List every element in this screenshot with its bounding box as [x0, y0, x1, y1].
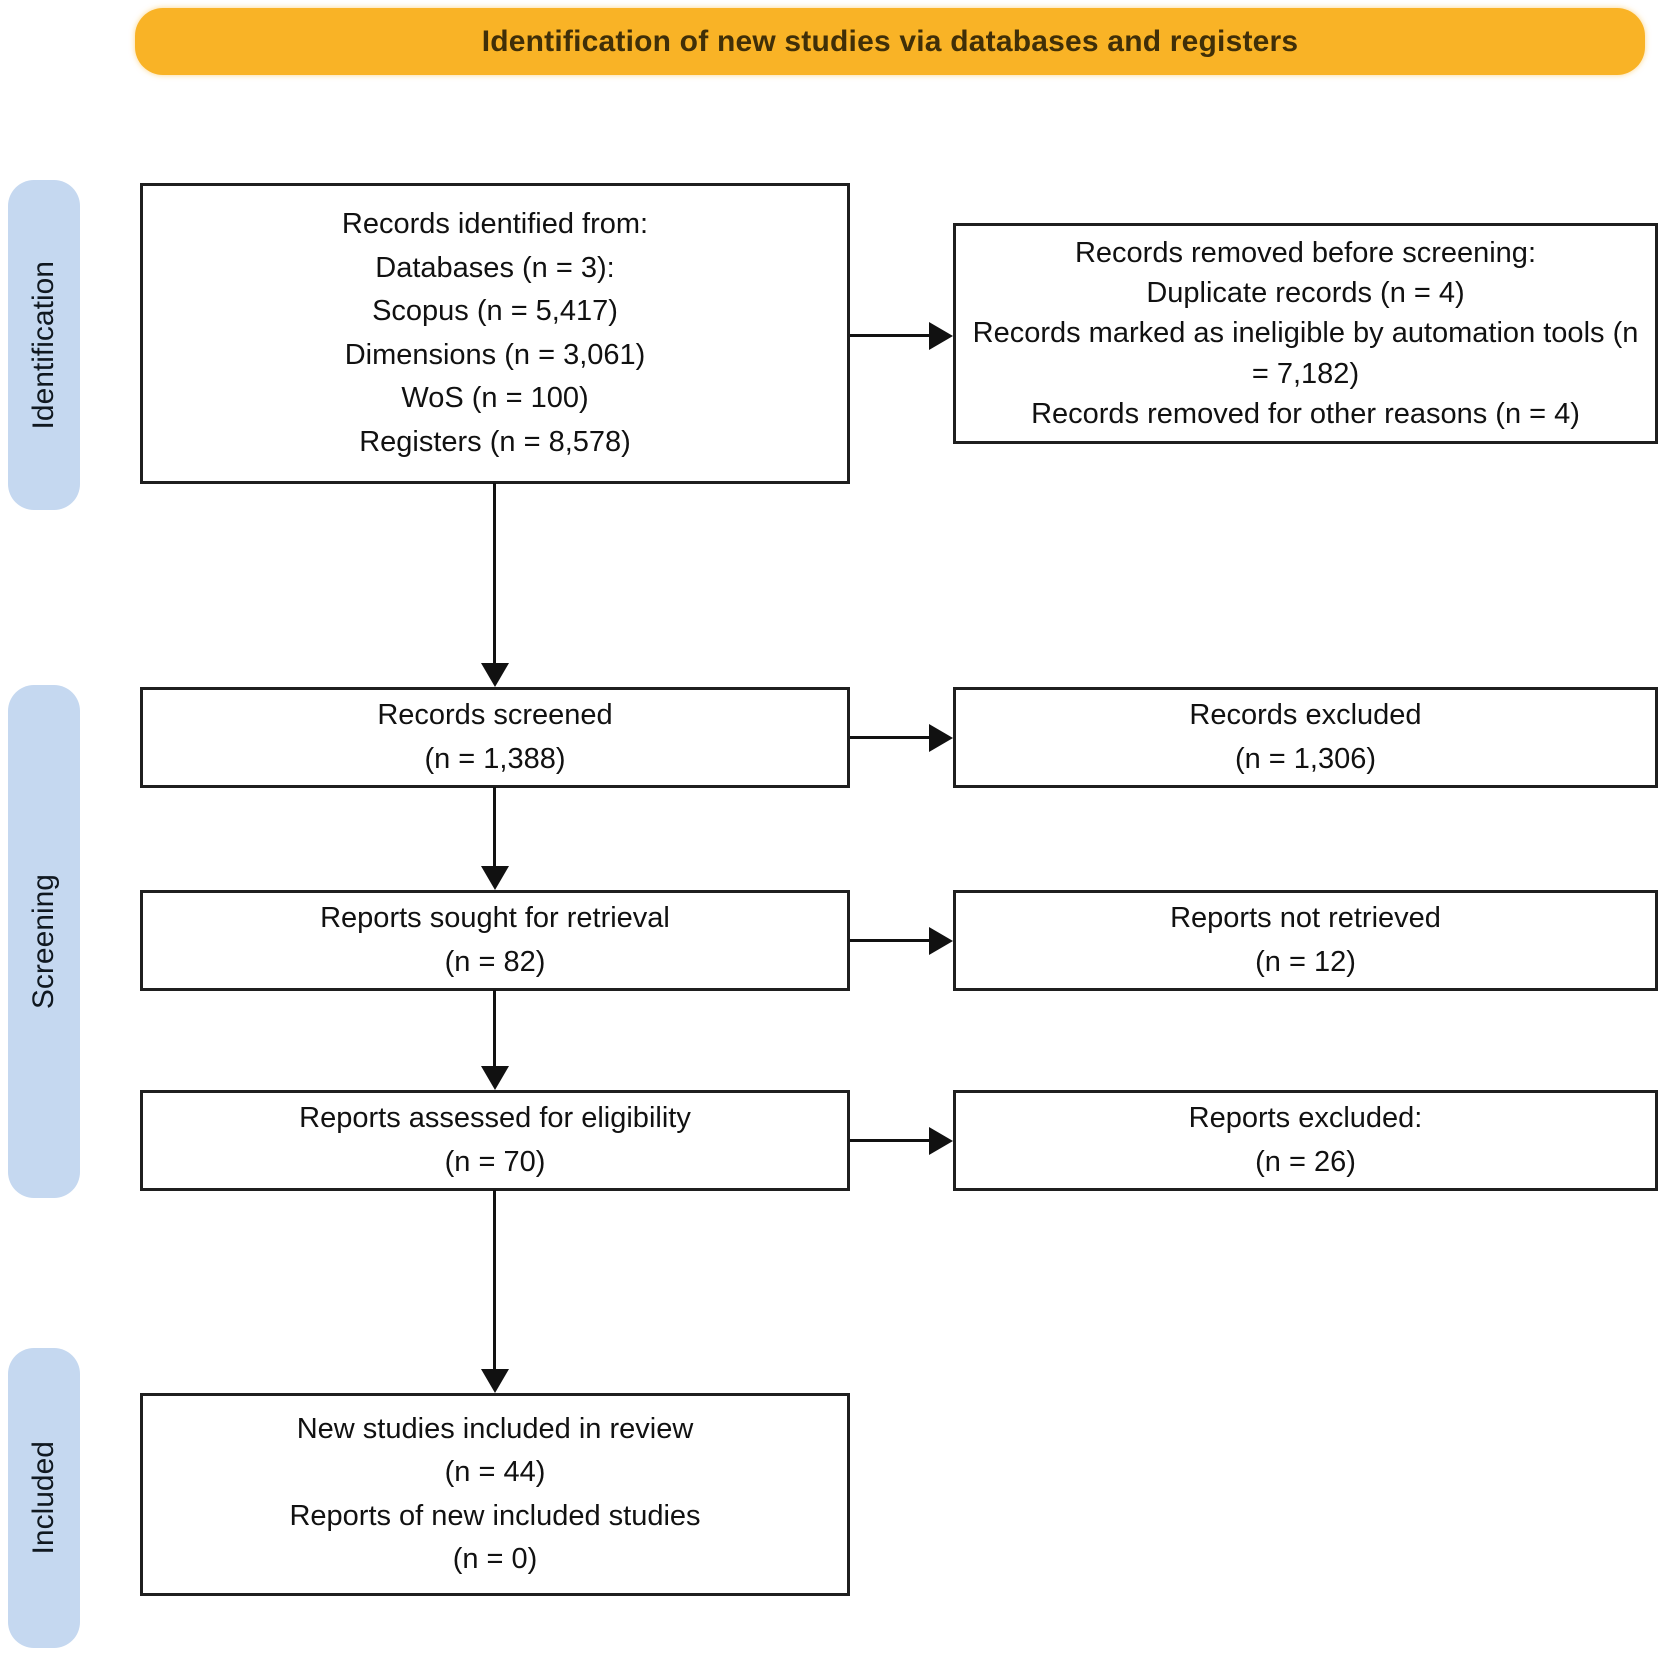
stage-label-text: Included [27, 1441, 60, 1555]
stage-label-screening [8, 685, 80, 1198]
box-line: (n = 1,306) [1234, 742, 1377, 775]
box-included-studies [140, 1393, 850, 1596]
box-line: Records marked as ineligible by automation tools (n = 7,182) [972, 317, 1639, 390]
box-line: Databases (n = 3): [375, 251, 615, 284]
arrow-sought-to-notretrieved-icon [850, 939, 929, 942]
box-line: Registers (n = 8,578) [359, 425, 631, 458]
arrow-screened-to-excluded-icon [850, 736, 929, 739]
arrow-identified-to-screened-icon [493, 483, 496, 663]
box-line: Dimensions (n = 3,061) [344, 338, 646, 371]
arrow-assessed-to-included-icon [493, 1190, 496, 1369]
box-line: New studies included in review [296, 1412, 694, 1445]
arrow-assessed-to-excluded-icon [850, 1139, 929, 1142]
box-line: Records removed for other reasons (n = 4) [1031, 397, 1580, 430]
stage-label-included [8, 1348, 80, 1648]
stage-label-text: Identification [27, 260, 60, 430]
box-records-removed [953, 223, 1658, 444]
box-line: (n = 44) [444, 1456, 546, 1488]
box-line: (n = 82) [444, 945, 546, 978]
diagram-title: Identification of new studies via databases and registers [481, 24, 1299, 58]
box-reports-not-retrieved [953, 890, 1658, 991]
box-line: (n = 12) [1255, 945, 1356, 978]
box-line: Records screened [377, 699, 613, 731]
box-line: Reports assessed for eligibility [299, 1102, 691, 1134]
box-line: Records identified from: [341, 208, 649, 240]
stage-label-text: Screening [27, 873, 60, 1010]
arrow-identified-to-removed-icon [850, 334, 929, 337]
box-records-excluded [953, 687, 1658, 788]
box-line: Reports sought for retrieval [320, 902, 670, 934]
box-reports-assessed [140, 1090, 850, 1191]
box-line: Reports excluded: [1188, 1102, 1423, 1134]
box-line: WoS (n = 100) [401, 382, 589, 414]
box-line: Reports of new included studies [289, 1499, 701, 1532]
box-line: Duplicate records (n = 4) [1146, 277, 1465, 310]
arrow-screened-to-sought-icon [493, 787, 496, 866]
stage-label-identification [8, 180, 80, 510]
box-line: (n = 26) [1255, 1145, 1356, 1178]
box-reports-sought [140, 890, 850, 991]
box-line: Scopus (n = 5,417) [372, 295, 618, 327]
diagram-title-banner [135, 8, 1645, 75]
box-line: Records excluded [1189, 699, 1422, 731]
arrow-sought-to-assessed-icon [493, 990, 496, 1066]
box-reports-excluded [953, 1090, 1658, 1191]
box-line: (n = 70) [444, 1145, 546, 1178]
box-line: Records removed before screening: [1074, 237, 1536, 270]
box-records-screened [140, 687, 850, 788]
box-line: Reports not retrieved [1170, 902, 1441, 934]
box-line: (n = 1,388) [424, 742, 566, 775]
box-records-identified [140, 183, 850, 484]
box-line: (n = 0) [452, 1543, 538, 1575]
